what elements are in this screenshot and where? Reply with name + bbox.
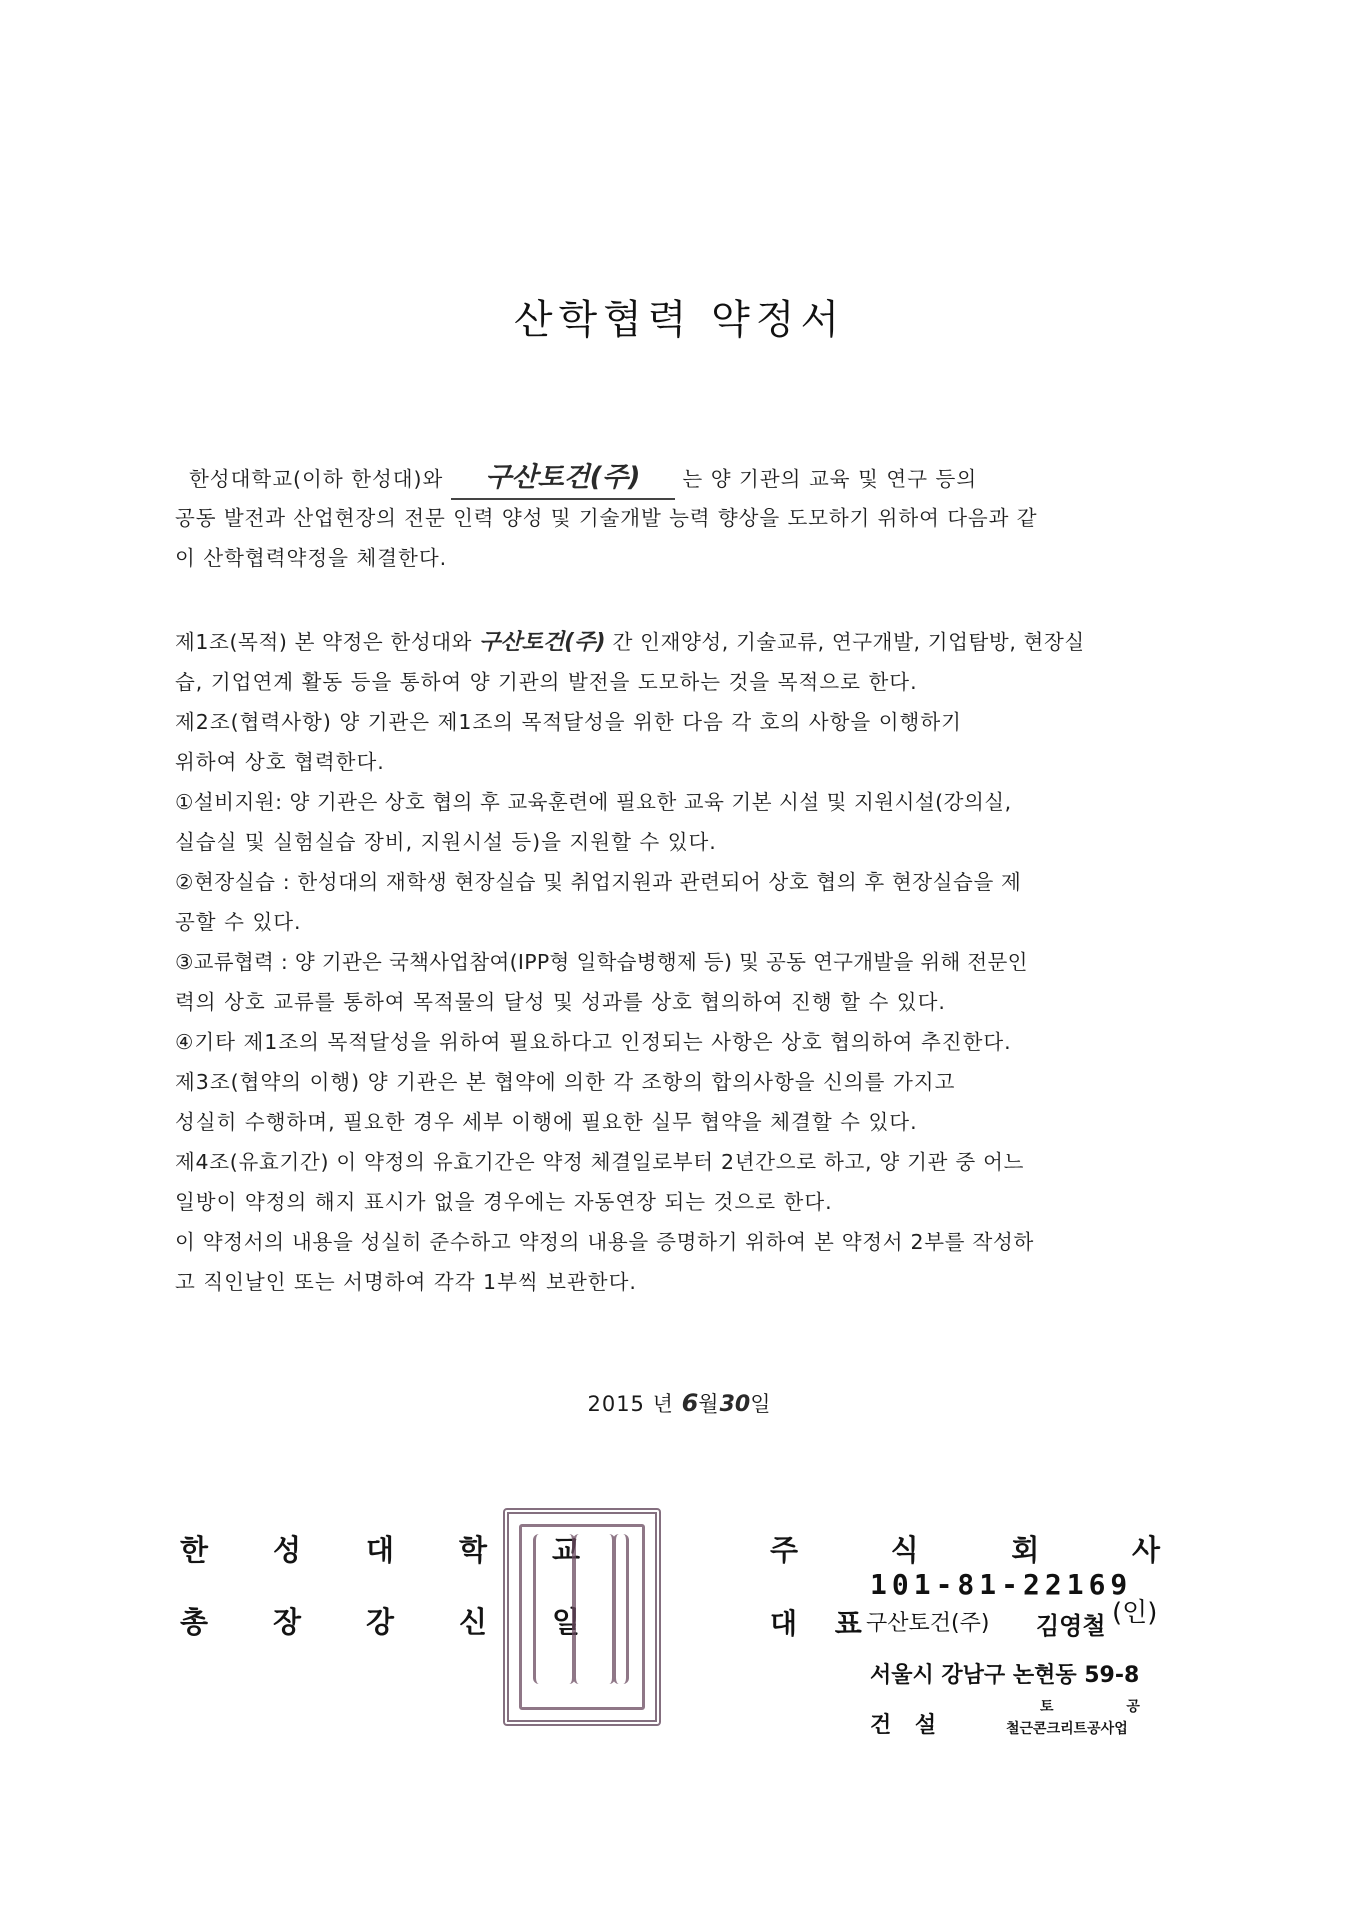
- intro-party-a: 한성대학교(이하 한성대)와: [189, 467, 444, 491]
- left-org-char: 대: [365, 1533, 394, 1567]
- article-3-line-2: 성실히 수행하며, 필요한 경우 세부 이행에 필요한 실무 협약을 체결할 수 있다.: [175, 1110, 918, 1134]
- document-title: 산학협력 약정서: [513, 297, 846, 343]
- intro-line-1: [175, 458, 1185, 500]
- seal-mark: [573, 1534, 615, 1684]
- item-4: ④기타 제1조의 목적달성을 위하여 필요하다고 인정되는 사항은 상호 협의하여 추진한다.: [175, 1030, 1012, 1054]
- item-1-line-1: ①설비지원: 양 기관은 상호 협의 후 교육훈련에 필요한 교육 기본 시설 및 지원시설(강의실,: [175, 790, 1012, 814]
- item-2-line-2: 공할 수 있다.: [175, 910, 302, 934]
- article-1-line-1: [175, 622, 1185, 663]
- item-3-line-2: 력의 상호 교류를 통하여 목적물의 달성 및 성과를 상호 협의하여 진행 할 수 있다.: [175, 990, 946, 1014]
- right-org-name: [770, 1528, 1160, 1569]
- company-ceo-name: 김영철: [1036, 1612, 1106, 1640]
- left-rep-char: 신: [458, 1605, 487, 1639]
- right-org-char: 사: [1131, 1533, 1160, 1567]
- article-1-line-2: 습, 기업연계 활동 등을 통하여 양 기관의 발전을 도모하는 것을 목적으로 한다.: [175, 670, 918, 694]
- business-type-b: 토 공: [1040, 1699, 1174, 1715]
- closing-line-2: 고 직인날인 또는 서명하여 각각 1부씩 보관한다.: [175, 1270, 637, 1294]
- contract-date: [0, 1388, 1359, 1418]
- date-month-handwritten: 6: [681, 1389, 699, 1417]
- left-rep-char: 장: [272, 1605, 301, 1639]
- article-1-prefix: 제1조(목적) 본 약정은 한성대와: [175, 630, 473, 654]
- left-rep-char: 일: [551, 1605, 580, 1639]
- item-2-line-1: ②현장실습 : 한성대의 재학생 현장실습 및 취업지원과 관련되어 상호 협의 후 현장실습을 제: [175, 870, 1022, 894]
- article-1-rest: 간 인재양성, 기술교류, 연구개발, 기업탐방, 현장실: [612, 630, 1085, 654]
- article-4-line-2: 일방이 약정의 해지 표시가 없을 경우에는 자동연장 되는 것으로 한다.: [175, 1190, 833, 1214]
- seal-mark: [613, 1534, 629, 1684]
- intro-line-3: 이 산학협력약정을 체결한다.: [175, 546, 448, 570]
- left-rep-char: 총: [180, 1605, 209, 1639]
- date-day-handwritten: 30: [719, 1392, 751, 1417]
- intro-party-b-handwritten: 구산토건(주): [451, 458, 675, 500]
- article-2-line-2: 위하여 상호 협력한다.: [175, 750, 385, 774]
- right-rep-label: 대 표: [770, 1607, 876, 1640]
- closing-line-1: 이 약정서의 내용을 성실히 준수하고 약정의 내용을 증명하기 위하여 본 약정서 2부를 작성하: [175, 1230, 1034, 1254]
- left-org-char: 교: [551, 1533, 580, 1567]
- article-1-handwritten-company: 구산토건(주): [479, 630, 606, 655]
- date-year: 2015: [587, 1392, 645, 1416]
- article-3-line-1: 제3조(협약의 이행) 양 기관은 본 협약에 의한 각 조항의 합의사항을 신의를 가지고: [175, 1070, 956, 1094]
- article-2-line-1: 제2조(협력사항) 양 기관은 제1조의 목적달성을 위한 다음 각 호의 사항을 이행하기: [175, 710, 962, 734]
- right-org-char: 주: [770, 1533, 799, 1567]
- left-org-char: 성: [272, 1533, 301, 1567]
- item-1-line-2: 실습실 및 실험실습 장비, 지원시설 등)을 지원할 수 있다.: [175, 830, 717, 854]
- company-registration-number: 101-81-22169: [870, 1568, 1133, 1601]
- company-seal-mark: (인): [1112, 1598, 1158, 1628]
- intro-line-2: 공동 발전과 산업현장의 전문 인력 양성 및 기술개발 능력 향상을 도모하기 위하여 다음과 같: [175, 506, 1038, 530]
- left-org-char: 한: [180, 1533, 209, 1567]
- date-day-unit: 일: [750, 1392, 772, 1416]
- business-type-a: 건 설: [870, 1713, 945, 1738]
- item-3-line-1: ③교류협력 : 양 기관은 국책사업참여(IPP형 일학습병행제 등) 및 공동 연구개발을 위해 전문인: [175, 950, 1028, 974]
- seal-mark: [533, 1534, 575, 1684]
- company-address: 서울시 강남구 논현동 59-8: [870, 1663, 1140, 1688]
- right-org-char: 회: [1011, 1533, 1040, 1567]
- left-rep-char: 강: [365, 1605, 394, 1639]
- date-year-unit: 년: [652, 1392, 674, 1416]
- right-org-char: 식: [890, 1533, 919, 1567]
- article-4-line-1: 제4조(유효기간) 이 약정의 유효기간은 약정 체결일로부터 2년간으로 하고, 양 기관 중 어느: [175, 1150, 1025, 1174]
- business-type-c: 철근콘크리트공사업: [1006, 1721, 1128, 1737]
- company-name-stamp: 구산토건(주): [866, 1611, 990, 1636]
- left-org-char: 학: [458, 1533, 487, 1567]
- university-official-seal: [503, 1508, 661, 1726]
- date-month-unit: 월: [698, 1392, 720, 1416]
- intro-line1-rest: 는 양 기관의 교육 및 연구 등의: [682, 467, 978, 491]
